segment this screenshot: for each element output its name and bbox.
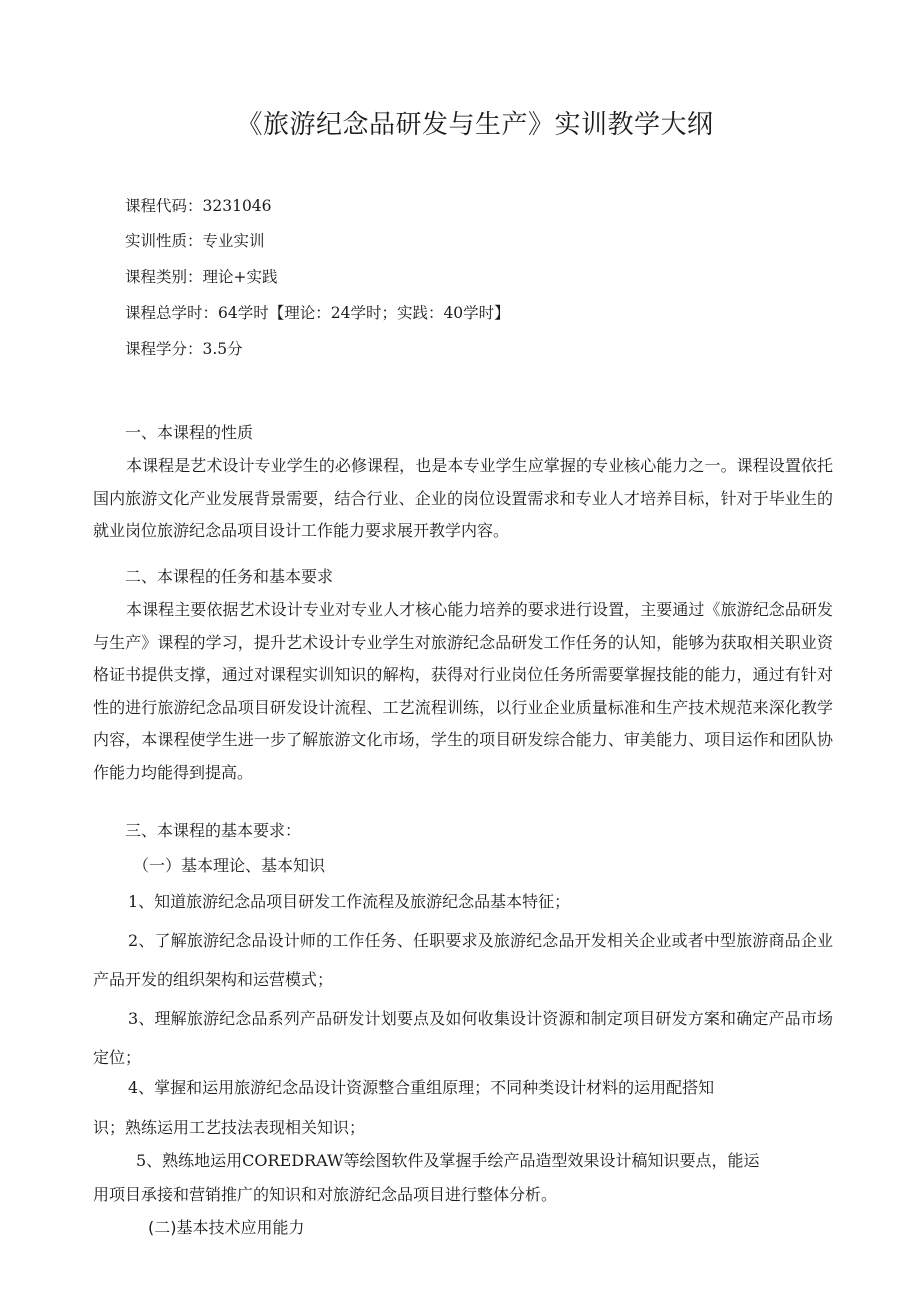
section-1-heading: 一、本课程的性质: [125, 423, 254, 442]
requirement-item-4-line-2: 识；熟练运用工艺技法表现相关知识；: [93, 1118, 366, 1137]
training-nature: 实训性质：专业实训: [125, 232, 265, 250]
requirement-item-3: 3、理解旅游纪念品系列产品研发计划要点及如何收集设计资源和制定项目研发方案和确定产品市场定位；: [93, 1009, 833, 1067]
course-code: 课程代码：3231046: [125, 197, 272, 215]
section-3-sub-1: （一）基本理论、基本知识: [133, 856, 326, 875]
course-hours: 课程总学时：64学时【理论：24学时；实践：40学时】: [125, 304, 510, 322]
document-title: 《旅游纪念品研发与生产》实训教学大纲: [236, 110, 714, 140]
course-category: 课程类别：理论+实践: [125, 268, 278, 286]
section-3-heading: 三、本课程的基本要求：: [125, 821, 302, 840]
requirement-item-2: 2、了解旅游纪念品设计师的工作任务、任职要求及旅游纪念品开发相关企业或者中型旅游商品企业产品开发的组织架构和运营模式；: [93, 931, 833, 989]
requirement-item-5-line-1: 5、熟练地运用COREDRAW等绘图软件及掌握手绘产品造型效果设计稿知识要点，能运: [136, 1151, 760, 1170]
section-1-body: 本课程是艺术设计专业学生的必修课程，也是本专业学生应掌握的专业核心能力之一。课程设置依托国内旅游文化产业发展背景需要，结合行业、企业的岗位设置需求和专业人才培养目标，针对于毕业生的就业岗位旅游纪念品项目设计工作能力要求展开教学内容。: [93, 456, 833, 540]
requirement-item-4-line-1: 4、掌握和运用旅游纪念品设计资源整合重组原理；不同种类设计材料的运用配搭知: [128, 1078, 715, 1097]
requirement-item-1: 1、知道旅游纪念品项目研发工作流程及旅游纪念品基本特征；: [128, 892, 571, 911]
section-2-body: 本课程主要依据艺术设计专业对专业人才核心能力培养的要求进行设置，主要通过《旅游纪念品研发与生产》课程的学习，提升艺术设计专业学生对旅游纪念品研发工作任务的认知，能够为获取相关职业资格证书提供支撑，通过对课程实训知识的解构，获得对行业岗位任务所需要掌握技能的能力，通过有针对性的进行旅游纪念品项目研发设计流程、工艺流程训练，以行业企业质量标准和生产技术规范来深化教学内容，本课程使学生进一步了解旅游文化市场，学生的项目研发综合能力、审美能力、项目运作和团队协作能力均能得到提高。: [93, 600, 833, 782]
section-2-heading: 二、本课程的任务和基本要求: [125, 567, 334, 586]
course-credits: 课程学分：3.5分: [125, 340, 243, 358]
requirement-item-5-line-2: 用项目承接和营销推广的知识和对旅游纪念品项目进行整体分析。: [93, 1185, 558, 1204]
section-3-sub-2: (二)基本技术应用能力: [148, 1218, 305, 1237]
